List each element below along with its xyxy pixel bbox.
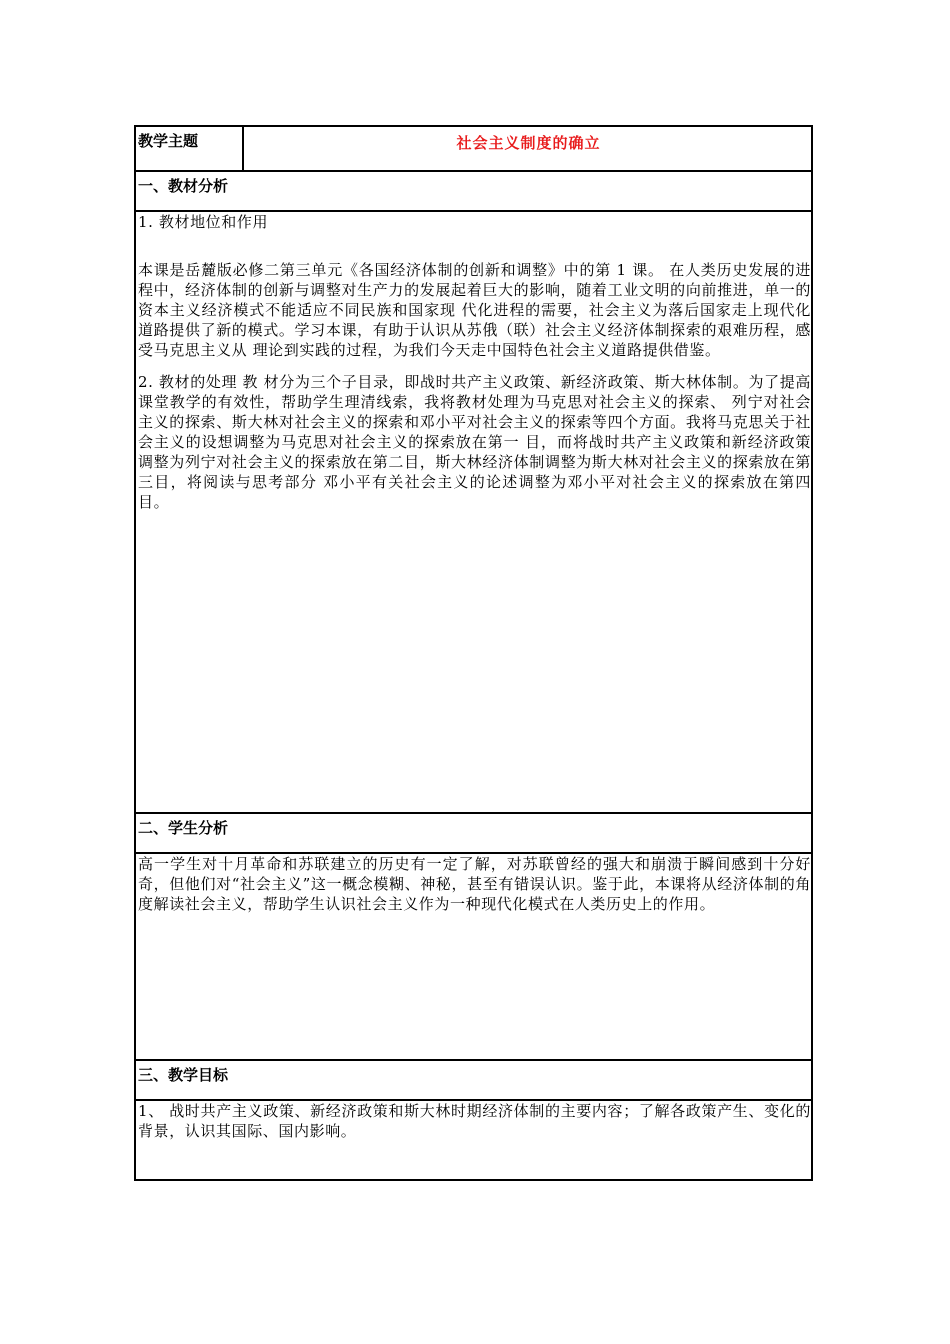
lesson-plan-table — [134, 125, 813, 1181]
lesson-title: 社会主义制度的确立 — [243, 126, 812, 171]
goals-heading-row — [135, 1060, 812, 1100]
student-analysis-body — [135, 853, 812, 1060]
spacer — [138, 360, 811, 372]
material-sub1-text: 本课是岳麓版必修二第三单元《各国经济体制的创新和调整》中的第 1 课。 在人类历史发展的进程中，经济体制的创新与调整对生产力的发展起着巨大的影响，随着工业文明的向前推进，单一的资本主义经济模式不能适应不同民族和国家现 代化进程的需要，社会主义为落后国家走上现代化道路提供了新的模式。学习本课，有助于认识从苏俄（联）社会主义经济体制探索的艰难历程，感受马克思主义从 理论到实践的过程，为我们今天走中国特色社会主义道路提供借鉴。 — [138, 261, 811, 359]
spacer — [138, 232, 811, 260]
student-analysis-heading: 二、学生分析 — [135, 813, 812, 853]
material-sub1-title: 1. 教材地位和作用 — [138, 213, 269, 231]
material-heading-row — [135, 171, 812, 211]
teaching-goals-heading: 三、教学目标 — [135, 1060, 812, 1100]
topic-label: 教学主题 — [135, 126, 243, 171]
student-analysis-text: 高一学生对十月革命和苏联建立的历史有一定了解，对苏联曾经的强大和崩溃于瞬间感到十分好奇，但他们对“社会主义”这一概念模糊、神秘，甚至有错误认识。鉴于此，本课将从经济体制的角度解读社会主义，帮助学生认识社会主义作为一种现代化模式在人类历史上的作用。 — [138, 855, 811, 913]
material-analysis-heading: 一、教材分析 — [135, 171, 812, 211]
student-heading-row — [135, 813, 812, 853]
header-row — [135, 126, 812, 171]
teaching-goals-body — [135, 1100, 812, 1180]
student-body-row — [135, 853, 812, 1060]
goals-body-row — [135, 1100, 812, 1180]
material-sub2-text: 2. 教材的处理 教 材分为三个子目录，即战时共产主义政策、新经济政策、斯大林体制。为了提高课堂教学的有效性，帮助学生理清线索，我将教材处理为马克思对社会主义的探索、 列宁对社会主义的探索、斯大林对社会主义的探索和邓小平对社会主义的探索等四个方面。我将马克思关于社会主义的设想调整为马克思对社会主义的探索放在第一 目，而将战时共产主义政策和新经济政策调整为列宁对社会主义的探索放在第二目，斯大林经济体制调整为斯大林对社会主义的探索放在第三目，将阅读与思考部分 邓小平有关社会主义的论述调整为邓小平对社会主义的探索放在第四目。 — [138, 373, 811, 511]
material-analysis-body — [135, 211, 812, 813]
teaching-goals-text: 1、 战时共产主义政策、新经济政策和斯大林时期经济体制的主要内容；了解各政策产生、变化的背景，认识其国际、国内影响。 — [138, 1102, 811, 1140]
material-body-row — [135, 211, 812, 813]
